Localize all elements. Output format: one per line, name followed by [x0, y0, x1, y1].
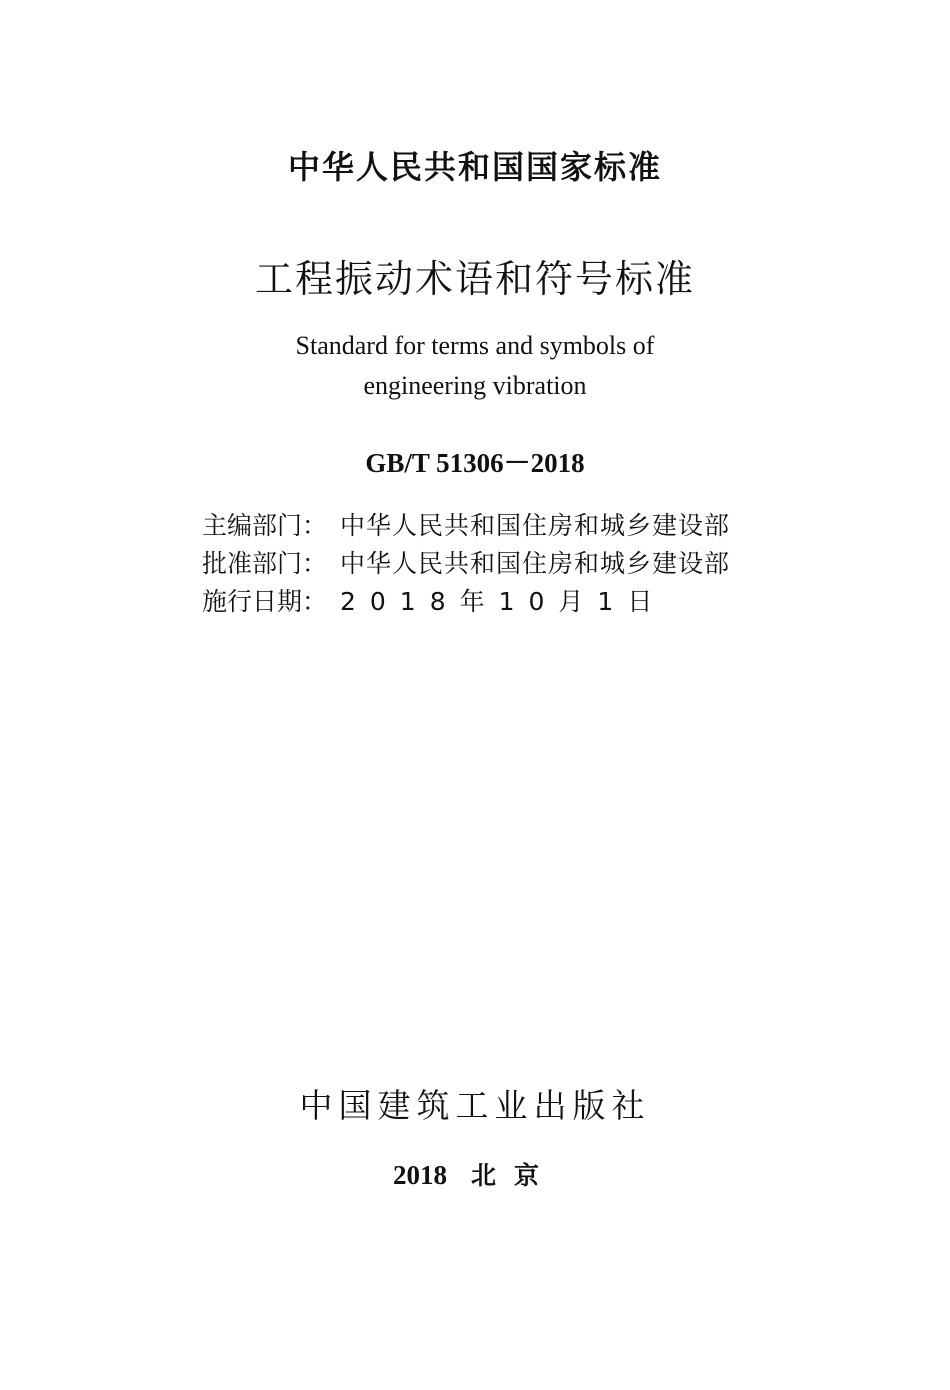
standard-metadata — [202, 507, 762, 621]
publication-year: 2018 — [392, 1160, 447, 1190]
document-title-chinese: 工程振动术语和符号标准 — [254, 257, 695, 301]
document-title-english-line2: engineering vibration — [363, 371, 587, 400]
publisher-name: 中国建筑工业出版社 — [299, 1086, 651, 1125]
effective-date-label: 施行日期： — [202, 587, 328, 616]
editor-department-value: 中华人民共和国住房和城乡建设部 — [340, 511, 731, 540]
standard-code: GB/T 51306－2018 — [365, 448, 585, 478]
editor-department-label: 主编部门： — [202, 511, 328, 540]
approver-department-row — [202, 545, 762, 583]
effective-date-value: 2018年10月1日 — [340, 587, 667, 616]
approver-department-label: 批准部门： — [202, 549, 328, 578]
national-standard-heading: 中华人民共和国国家标准 — [287, 148, 662, 186]
publication-city: 北京 — [470, 1161, 557, 1190]
publication-year-city — [0, 1156, 950, 1192]
effective-date-row — [202, 583, 762, 621]
document-title-english-line1: Standard for terms and symbols of — [295, 331, 655, 360]
editor-department-row — [202, 507, 762, 545]
approver-department-value: 中华人民共和国住房和城乡建设部 — [340, 549, 731, 578]
